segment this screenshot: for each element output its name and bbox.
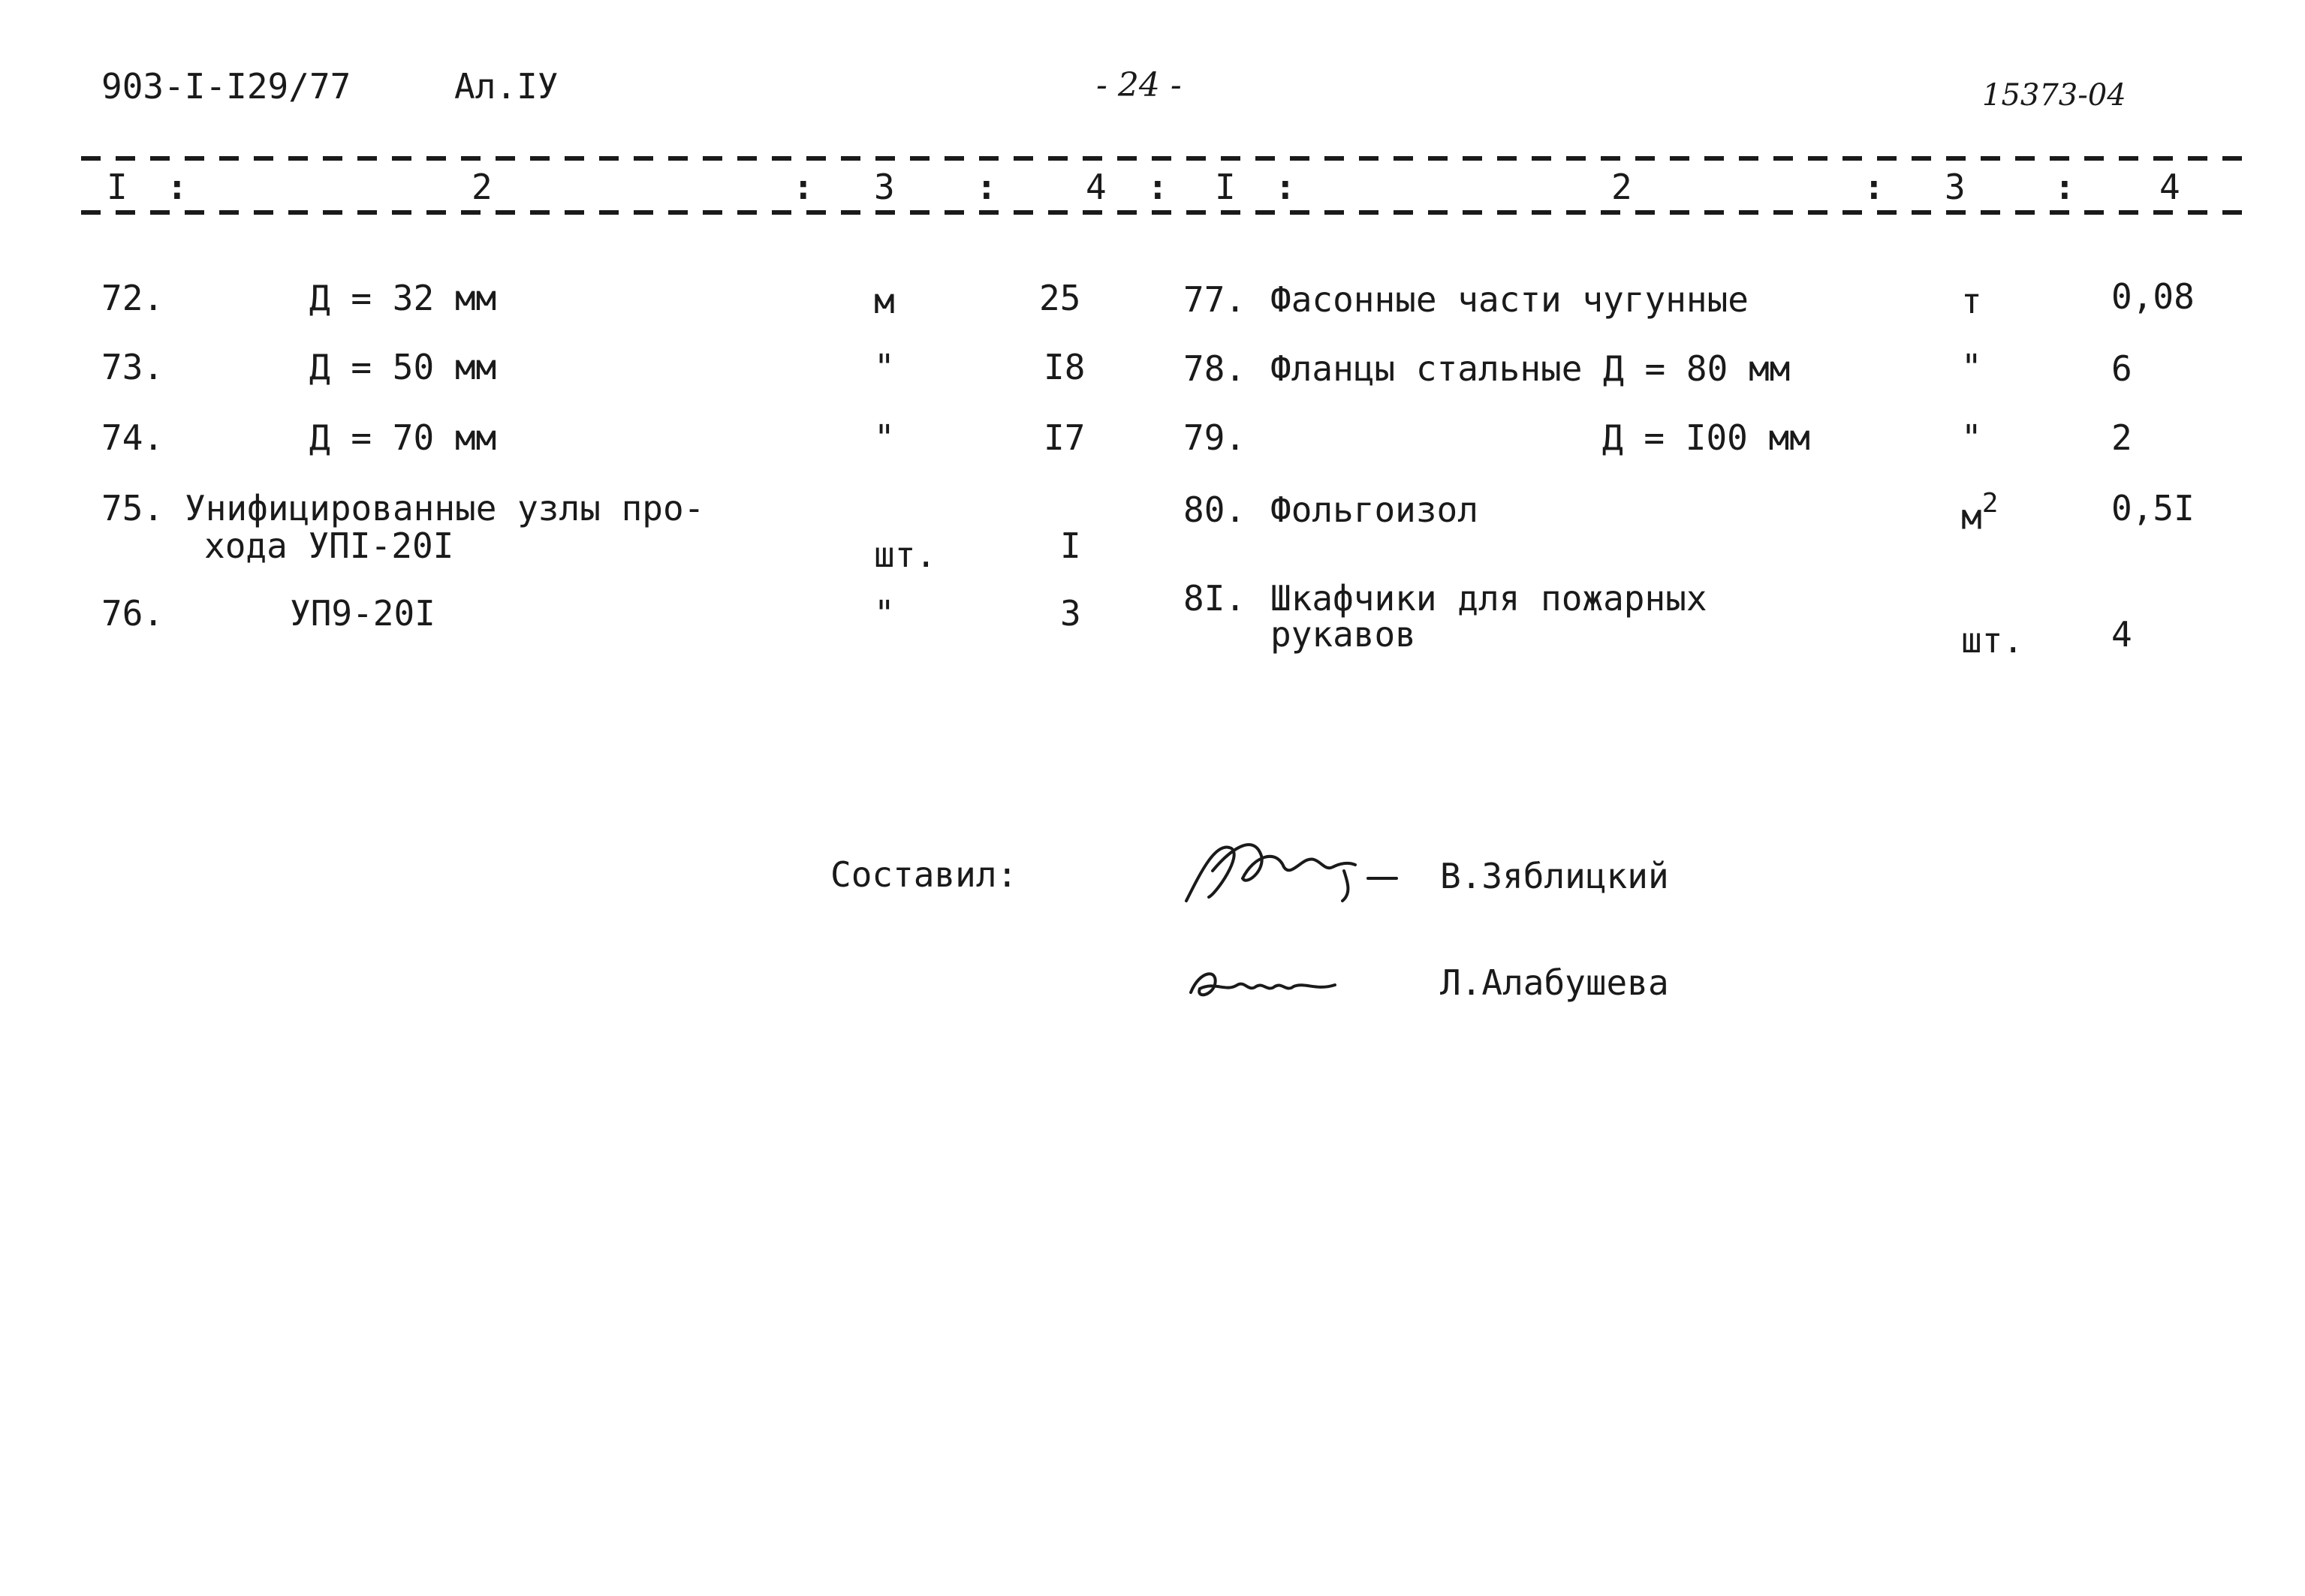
unit-base: м [1961,496,1982,538]
item-unit: " [874,347,895,387]
column-number-2: 2 [1611,167,1632,207]
document-code: 903-I-I29/77 [101,66,351,107]
column-separator: : [2054,167,2075,207]
item-name: Д = I00 мм [1602,417,1810,458]
item-quantity: 25 [1039,278,1081,318]
item-unit: " [1961,347,1982,387]
item-unit: т [1961,281,1982,321]
column-number-4: 4 [1086,167,1107,207]
item-quantity: 6 [2111,348,2132,389]
column-separator: : [167,167,188,207]
column-separator: : [1147,167,1168,207]
row-number: 80. [1183,489,1246,530]
item-name: Д = 50 мм [309,347,497,387]
column-number-1: I [1215,167,1236,207]
column-separator: : [976,167,997,207]
column-number-3: 3 [874,167,895,207]
handwritten-signature [1171,826,1404,916]
item-unit: шт. [874,535,937,575]
item-unit: м [874,281,895,321]
column-separator: : [1864,167,1885,207]
handwritten-signature [1185,962,1357,1007]
item-unit: " [874,593,895,634]
row-number: 78. [1183,348,1246,389]
row-number: 73. [101,347,164,387]
item-name: Шкафчики для пожарных [1270,578,1707,619]
item-name: Фасонные части чугунные [1270,279,1749,320]
column-separator: : [793,167,814,207]
album-number: Ал.IУ [454,66,559,107]
item-name: Д = 70 мм [309,417,497,458]
column-number-2: 2 [472,167,493,207]
column-number-4: 4 [2159,167,2180,207]
item-unit [1961,488,1999,538]
row-number: 8I. [1183,578,1246,619]
row-number: 77. [1183,279,1246,320]
archive-number: 15373-04 [1982,78,2126,113]
unit-superscript: 2 [1981,488,1999,519]
item-quantity: 0,08 [2111,276,2195,317]
column-number-1: I [107,167,128,207]
item-unit: " [1961,417,1982,458]
item-unit: " [874,417,895,458]
table-header-top-rule [81,156,2242,161]
item-quantity: 4 [2111,614,2132,655]
item-quantity: I7 [1044,417,1086,458]
item-quantity: I [1060,525,1081,566]
row-number: 79. [1183,417,1246,458]
row-number: 74. [101,417,164,458]
item-name: Фланцы стальные Д = 80 мм [1270,348,1791,389]
row-number: 72. [101,278,164,318]
item-unit: шт. [1961,620,2024,661]
column-number-3: 3 [1945,167,1966,207]
signatory-name: В.Зяблицкий [1440,856,1669,896]
compiled-by-label: Составил: [830,854,1018,895]
item-name: УП9-20I [290,593,435,634]
row-number: 76. [101,593,164,634]
item-quantity: 3 [1060,593,1081,634]
page-number: - 24 - [1096,66,1182,104]
signatory-name: Л.Алабушева [1440,962,1669,1003]
row-number: 75. [101,488,164,528]
item-name-continued: рукавов [1270,614,1416,655]
item-name: Фольгоизол [1270,489,1478,530]
table-header-bottom-rule [81,210,2242,215]
item-quantity: 0,5I [2111,488,2195,528]
item-name: Унифицированные узлы про- [185,488,705,528]
item-quantity: I8 [1044,347,1086,387]
item-name-continued: хода УПI-20I [204,525,454,566]
column-separator: : [1275,167,1296,207]
item-name: Д = 32 мм [309,278,497,318]
item-quantity: 2 [2111,417,2132,458]
